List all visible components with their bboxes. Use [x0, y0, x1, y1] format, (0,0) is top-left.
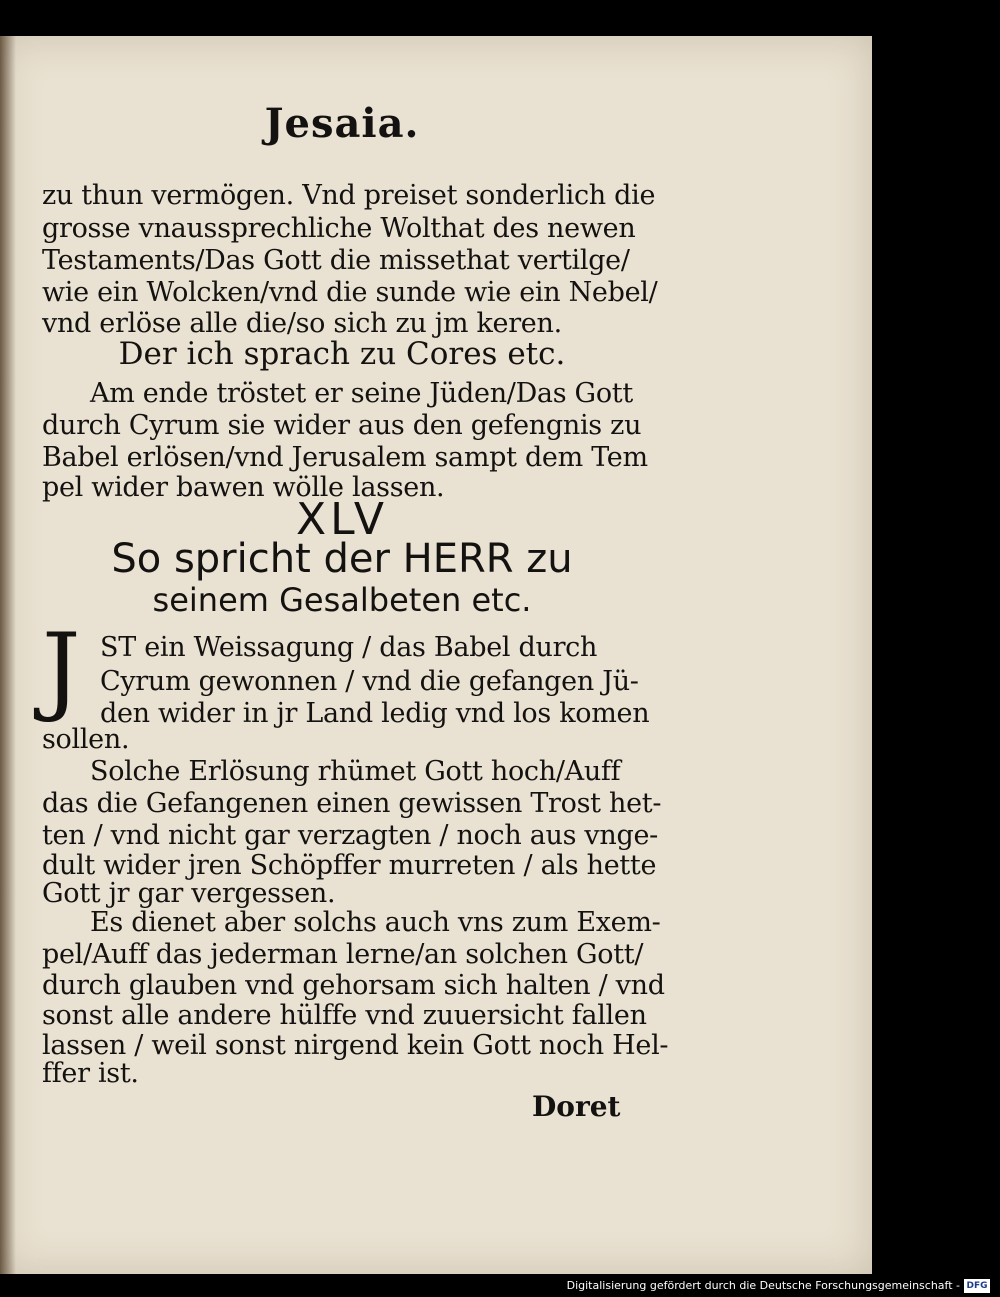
book-page	[0, 36, 872, 1274]
text-line: Babel erlösen/vnd Jerusalem sampt dem Tem	[42, 442, 648, 473]
catchword: Doret	[532, 1090, 621, 1123]
digitization-credit: Digitalisierung gefördert durch die Deutsche Forschungsgemeinschaft -	[566, 1279, 960, 1292]
text-line: lassen / weil sonst nirgend kein Gott noch Hel-	[42, 1030, 669, 1061]
text-line: durch Cyrum sie wider aus den gefengnis zu	[42, 410, 642, 441]
chapter-title-line2: seinem Gesalbeten etc.	[152, 581, 532, 619]
running-head: Jesaia.	[264, 100, 420, 147]
text-line: ffer ist.	[42, 1058, 139, 1089]
chapter-number: XLV	[296, 494, 388, 545]
subheading: Der ich sprach zu Cores etc.	[118, 336, 566, 372]
text-line: pel wider bawen wölle lassen.	[42, 472, 445, 503]
dfg-logo-icon: DFG	[964, 1279, 990, 1293]
text-line: ten / vnd nicht gar verzagten / noch aus vnge-	[42, 820, 658, 851]
text-line: vnd erlöse alle die/so sich zu jm keren.	[42, 308, 562, 339]
initial-letter: J	[42, 613, 81, 725]
text-line: sonst alle andere hülffe vnd zuuersicht fallen	[42, 1000, 647, 1031]
text-line: Solche Erlösung rhümet Gott hoch/Auff	[90, 756, 621, 787]
text-line: den wider in jr Land ledig vnd los komen	[100, 698, 650, 729]
chapter-title-line1: So spricht der HERR zu	[111, 536, 573, 582]
text-line: Gott jr gar vergessen.	[42, 878, 336, 909]
text-line: Cyrum gewonnen / vnd die gefangen Jü-	[100, 666, 639, 697]
text-line: ST ein Weissagung / das Babel durch	[100, 632, 598, 663]
text-line: zu thun vermögen. Vnd preiset sonderlich die	[42, 180, 656, 211]
text-line: grosse vnaussprechliche Wolthat des newen	[42, 213, 636, 244]
text-line: pel/Auff das jederman lerne/an solchen Gott/	[42, 939, 644, 970]
text-line: durch glauben vnd gehorsam sich halten / vnd	[42, 970, 665, 1001]
text-line: sollen.	[42, 724, 130, 755]
text-line: das die Gefangenen einen gewissen Trost het-	[42, 788, 662, 819]
text-line: Testaments/Das Gott die missethat vertilge/	[42, 245, 630, 276]
text-line: Am ende tröstet er seine Jüden/Das Gott	[90, 378, 633, 409]
text-line: dult wider jren Schöpffer murreten / als hette	[42, 850, 657, 881]
text-line: Es dienet aber solchs auch vns zum Exem-	[90, 907, 661, 938]
text-line: wie ein Wolcken/vnd die sunde wie ein Nebel/	[42, 277, 658, 308]
